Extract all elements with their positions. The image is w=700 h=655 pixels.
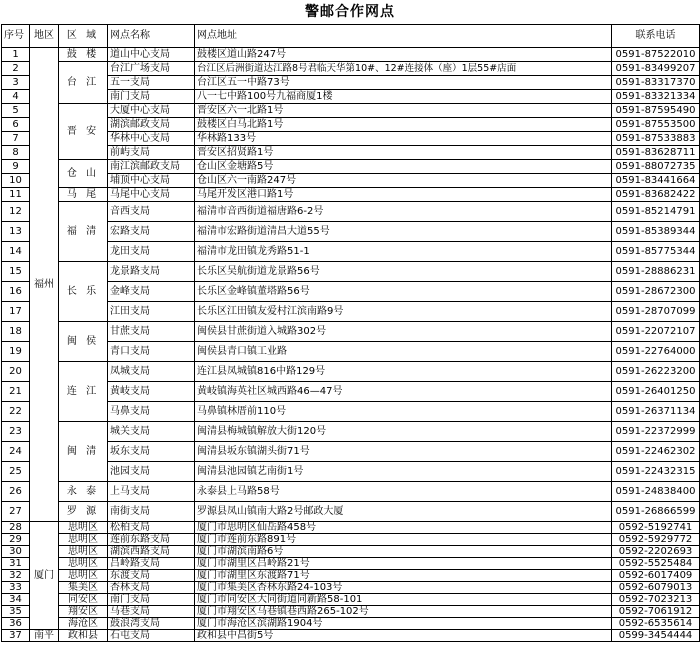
row-address: 闽清县梅城镇解放大街120号 xyxy=(195,422,612,442)
row-address: 长乐区金峰镇董塔路56号 xyxy=(195,282,612,302)
row-address: 八一七中路100号九福商厦1楼 xyxy=(195,90,612,104)
row-phone: 0591-83628711 xyxy=(612,146,700,160)
row-name: 大厦中心支局 xyxy=(108,104,195,118)
row-address: 长乐区吴航街道龙景路56号 xyxy=(195,262,612,282)
row-address: 连江县凤城镇816中路129号 xyxy=(195,362,612,382)
row-no: 5 xyxy=(2,104,30,118)
row-phone: 0591-83321334 xyxy=(612,90,700,104)
row-district: 政和县 xyxy=(59,630,108,642)
row-no: 1 xyxy=(2,48,30,62)
area-xiamen: 厦门 xyxy=(30,522,59,630)
row-district: 海沧区 xyxy=(59,618,108,630)
row-no: 11 xyxy=(2,188,30,202)
row-no: 3 xyxy=(2,76,30,90)
district-cangshan: 仓 山 xyxy=(59,160,108,188)
row-phone: 0592-7061912 xyxy=(612,606,700,618)
row-phone: 0591-26371134 xyxy=(612,402,700,422)
row-address: 永泰县上马路58号 xyxy=(195,482,612,502)
row-no: 29 xyxy=(2,534,30,546)
row-address: 闽侯县甘蔗街道入城路302号 xyxy=(195,322,612,342)
row-name: 松柏支局 xyxy=(108,522,195,534)
row-phone: 0591-87553500 xyxy=(612,118,700,132)
row-address: 黄岐镇海英社区城西路46—47号 xyxy=(195,382,612,402)
row-name: 南江滨邮政支局 xyxy=(108,160,195,174)
row-address: 鼓楼区白马北路1号 xyxy=(195,118,612,132)
outlet-table xyxy=(1,24,700,642)
row-district: 思明区 xyxy=(59,570,108,582)
row-no: 25 xyxy=(2,462,30,482)
row-phone: 0591-85775344 xyxy=(612,242,700,262)
row-address: 厦门市湖里区吕岭路21号 xyxy=(195,558,612,570)
district-taijiang: 台 江 xyxy=(59,62,108,104)
header-district: 区 域 xyxy=(59,25,108,48)
district-jinan: 晋 安 xyxy=(59,104,108,160)
row-no: 18 xyxy=(2,322,30,342)
row-name: 金峰支局 xyxy=(108,282,195,302)
row-name: 马巷支局 xyxy=(108,606,195,618)
row-address: 闽清县池园镇艺南街1号 xyxy=(195,462,612,482)
row-address: 闽清县坂东镇湖头街71号 xyxy=(195,442,612,462)
district-minqing: 闽 清 xyxy=(59,422,108,482)
table-row xyxy=(2,262,700,282)
district-changle: 长 乐 xyxy=(59,262,108,322)
row-name: 前屿支局 xyxy=(108,146,195,160)
table-row xyxy=(2,618,700,630)
row-no: 20 xyxy=(2,362,30,382)
district-minhou: 闽 侯 xyxy=(59,322,108,362)
area-nanping: 南平 xyxy=(30,630,59,642)
table-row xyxy=(2,362,700,382)
row-address: 台江区后洲街道达江路8号君临天华第10#、12#连接体（座）1层55#店面 xyxy=(195,62,612,76)
table-row xyxy=(2,630,700,642)
row-phone: 0592-6017409 xyxy=(612,570,700,582)
row-address: 鼓楼区道山路247号 xyxy=(195,48,612,62)
row-name: 音西支局 xyxy=(108,202,195,222)
row-phone: 0592-6535614 xyxy=(612,618,700,630)
row-phone: 0591-83682422 xyxy=(612,188,700,202)
row-no: 10 xyxy=(2,174,30,188)
row-name: 东渡支局 xyxy=(108,570,195,582)
row-phone: 0591-24838400 xyxy=(612,482,700,502)
row-name: 龙田支局 xyxy=(108,242,195,262)
row-phone: 0591-28886231 xyxy=(612,262,700,282)
row-no: 35 xyxy=(2,606,30,618)
table-row xyxy=(2,104,700,118)
row-name: 马尾中心支局 xyxy=(108,188,195,202)
row-phone: 0599-3454444 xyxy=(612,630,700,642)
row-phone: 0591-85389344 xyxy=(612,222,700,242)
row-phone: 0591-83317370 xyxy=(612,76,700,90)
district-luoyuan: 罗 源 xyxy=(59,502,108,522)
row-name: 龙景路支局 xyxy=(108,262,195,282)
row-no: 15 xyxy=(2,262,30,282)
row-address: 闽侯县青口镇工业路 xyxy=(195,342,612,362)
row-district: 翔安区 xyxy=(59,606,108,618)
row-name: 华林中心支局 xyxy=(108,132,195,146)
row-name: 鼓浪湾支局 xyxy=(108,618,195,630)
header-name: 网点名称 xyxy=(108,25,195,48)
row-no: 26 xyxy=(2,482,30,502)
row-district: 思明区 xyxy=(59,546,108,558)
district-lianjiang: 连 江 xyxy=(59,362,108,422)
row-address: 政和县中昌街5号 xyxy=(195,630,612,642)
row-address: 仓山区六一南路247号 xyxy=(195,174,612,188)
page-title: 警邮合作网点 xyxy=(305,4,395,20)
row-name: 青口支局 xyxy=(108,342,195,362)
row-no: 33 xyxy=(2,582,30,594)
row-no: 21 xyxy=(2,382,30,402)
row-name: 甘蔗支局 xyxy=(108,322,195,342)
row-phone: 0591-22432315 xyxy=(612,462,700,482)
row-no: 30 xyxy=(2,546,30,558)
area-fuzhou: 福州 xyxy=(30,48,59,522)
row-no: 37 xyxy=(2,630,30,642)
row-name: 南街支局 xyxy=(108,502,195,522)
row-name: 宏路支局 xyxy=(108,222,195,242)
row-no: 28 xyxy=(2,522,30,534)
row-district: 思明区 xyxy=(59,522,108,534)
row-no: 36 xyxy=(2,618,30,630)
row-name: 南门支局 xyxy=(108,90,195,104)
row-phone: 0591-22072107 xyxy=(612,322,700,342)
row-phone: 0592-2202693 xyxy=(612,546,700,558)
table-row xyxy=(2,522,700,534)
row-no: 12 xyxy=(2,202,30,222)
row-name: 池园支局 xyxy=(108,462,195,482)
row-address: 晋安区招贤路1号 xyxy=(195,146,612,160)
row-name: 埔顶中心支局 xyxy=(108,174,195,188)
row-phone: 0592-6079013 xyxy=(612,582,700,594)
row-address: 马鼻镇林厝前110号 xyxy=(195,402,612,422)
row-name: 台江广场支局 xyxy=(108,62,195,76)
header-address: 网点地址 xyxy=(195,25,612,48)
row-phone: 0591-26866599 xyxy=(612,502,700,522)
row-address: 罗源县凤山镇南大路2号邮政大厦 xyxy=(195,502,612,522)
table-row xyxy=(2,502,700,522)
table-row xyxy=(2,422,700,442)
row-name: 石屯支局 xyxy=(108,630,195,642)
row-address: 厦门市思明区仙岳路458号 xyxy=(195,522,612,534)
row-no: 17 xyxy=(2,302,30,322)
row-name: 吕岭路支局 xyxy=(108,558,195,570)
header-phone: 联系电话 xyxy=(612,25,700,48)
row-phone: 0592-5525484 xyxy=(612,558,700,570)
table-row xyxy=(2,534,700,546)
row-name: 道山中心支局 xyxy=(108,48,195,62)
row-no: 23 xyxy=(2,422,30,442)
row-name: 城关支局 xyxy=(108,422,195,442)
table-row xyxy=(2,188,700,202)
row-no: 31 xyxy=(2,558,30,570)
header-row xyxy=(2,25,700,48)
row-phone: 0592-5929772 xyxy=(612,534,700,546)
row-phone: 0591-83441664 xyxy=(612,174,700,188)
row-phone: 0591-87533883 xyxy=(612,132,700,146)
row-address: 厦门市湖滨南路6号 xyxy=(195,546,612,558)
row-no: 27 xyxy=(2,502,30,522)
row-address: 仓山区金塘路5号 xyxy=(195,160,612,174)
row-district: 同安区 xyxy=(59,594,108,606)
district-mawei: 马 尾 xyxy=(59,188,108,202)
row-name: 坂东支局 xyxy=(108,442,195,462)
table-row xyxy=(2,546,700,558)
row-name: 江田支局 xyxy=(108,302,195,322)
table-row xyxy=(2,160,700,174)
table-row xyxy=(2,322,700,342)
row-no: 8 xyxy=(2,146,30,160)
row-name: 湖滨西路支局 xyxy=(108,546,195,558)
row-phone: 0591-83499207 xyxy=(612,62,700,76)
table-row xyxy=(2,570,700,582)
row-no: 19 xyxy=(2,342,30,362)
row-address: 福清市龙田镇龙秀路51-1 xyxy=(195,242,612,262)
table-row xyxy=(2,558,700,570)
row-phone: 0591-22372999 xyxy=(612,422,700,442)
row-district: 思明区 xyxy=(59,558,108,570)
row-no: 2 xyxy=(2,62,30,76)
row-no: 32 xyxy=(2,570,30,582)
row-phone: 0591-22462302 xyxy=(612,442,700,462)
row-address: 台江区五一中路73号 xyxy=(195,76,612,90)
row-address: 厦门市同安区大同街道同新路58-101 xyxy=(195,594,612,606)
row-no: 16 xyxy=(2,282,30,302)
row-phone: 0591-87522010 xyxy=(612,48,700,62)
row-phone: 0591-28707099 xyxy=(612,302,700,322)
row-no: 4 xyxy=(2,90,30,104)
row-phone: 0591-26223200 xyxy=(612,362,700,382)
row-phone: 0592-7023213 xyxy=(612,594,700,606)
row-no: 13 xyxy=(2,222,30,242)
row-address: 马尾开发区港口路1号 xyxy=(195,188,612,202)
row-phone: 0591-26401250 xyxy=(612,382,700,402)
row-no: 7 xyxy=(2,132,30,146)
row-address: 晋安区六一北路1号 xyxy=(195,104,612,118)
table-row xyxy=(2,582,700,594)
row-phone: 0591-22764000 xyxy=(612,342,700,362)
row-no: 9 xyxy=(2,160,30,174)
table-row xyxy=(2,62,700,76)
row-name: 湖滨邮政支局 xyxy=(108,118,195,132)
table-row xyxy=(2,482,700,502)
table-row xyxy=(2,606,700,618)
row-no: 22 xyxy=(2,402,30,422)
row-name: 上马支局 xyxy=(108,482,195,502)
row-address: 厦门市翔安区马巷镇巷西路265-102号 xyxy=(195,606,612,618)
row-name: 杏林支局 xyxy=(108,582,195,594)
row-phone: 0591-87595490 xyxy=(612,104,700,118)
row-phone: 0591-28672300 xyxy=(612,282,700,302)
row-phone: 0591-88072735 xyxy=(612,160,700,174)
row-name: 莲前东路支局 xyxy=(108,534,195,546)
header-no: 序号 xyxy=(2,25,30,48)
row-address: 华林路133号 xyxy=(195,132,612,146)
row-no: 34 xyxy=(2,594,30,606)
table-row xyxy=(2,202,700,222)
row-address: 长乐区江田镇友爱村江滨南路9号 xyxy=(195,302,612,322)
row-name: 凤城支局 xyxy=(108,362,195,382)
row-name: 南门支局 xyxy=(108,594,195,606)
district-gulou: 鼓 楼 xyxy=(59,48,108,62)
row-address: 福清市音西街道福唐路6-2号 xyxy=(195,202,612,222)
row-no: 24 xyxy=(2,442,30,462)
row-no: 14 xyxy=(2,242,30,262)
row-address: 厦门市海沧区滨湖路1904号 xyxy=(195,618,612,630)
row-phone: 0592-5192741 xyxy=(612,522,700,534)
row-address: 厦门市集美区杏林东路24-103号 xyxy=(195,582,612,594)
row-district: 集美区 xyxy=(59,582,108,594)
row-name: 黄岐支局 xyxy=(108,382,195,402)
district-fuqing: 福 清 xyxy=(59,202,108,262)
table-row xyxy=(2,594,700,606)
row-name: 马鼻支局 xyxy=(108,402,195,422)
district-yongtai: 永 泰 xyxy=(59,482,108,502)
row-district: 思明区 xyxy=(59,534,108,546)
row-name: 五一支局 xyxy=(108,76,195,90)
row-address: 福清市宏路街道清昌大道55号 xyxy=(195,222,612,242)
row-address: 厦门市湖里区东渡路71号 xyxy=(195,570,612,582)
table-row xyxy=(2,48,700,62)
header-area: 地区 xyxy=(30,25,59,48)
row-address: 厦门市莲前东路891号 xyxy=(195,534,612,546)
row-no: 6 xyxy=(2,118,30,132)
row-phone: 0591-85214791 xyxy=(612,202,700,222)
